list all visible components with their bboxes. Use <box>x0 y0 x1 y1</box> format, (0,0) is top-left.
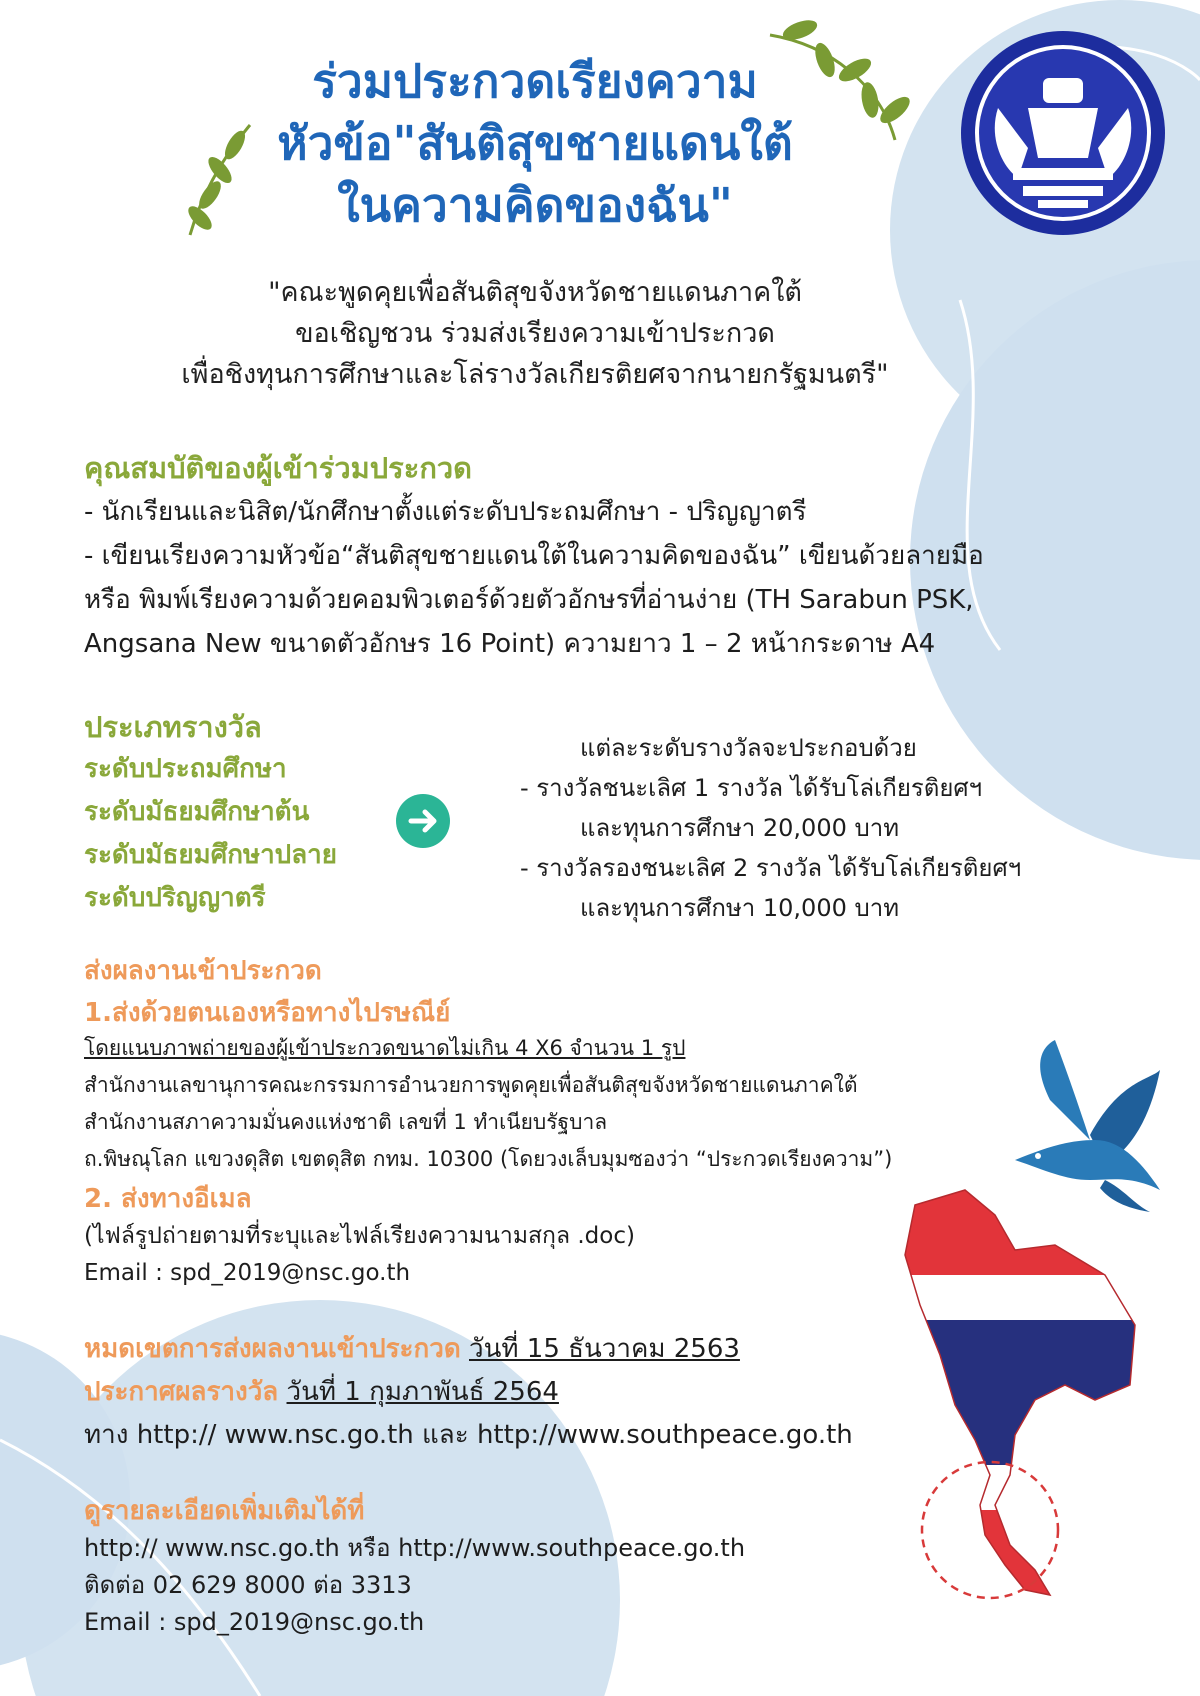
intro-line: "คณะพูดคุยเพื่อสันติสุขจังหวัดชายแดนภาคใต้ <box>268 277 802 308</box>
deadline-date: วันที่ 15 ธันวาคม 2563 <box>469 1334 740 1364</box>
title-line: ร่วมประกวดเรียงความ <box>312 54 758 108</box>
thailand-flag-map-icon <box>895 1185 1155 1605</box>
qualifications-heading: คุณสมบัติของผู้เข้าร่วมประกวด <box>84 451 472 485</box>
address-line: สำนักงานเลขานุการคณะกรรมการอำนวยการพูดคุยเพื่อสันติสุขจังหวัดชายแดนภาคใต้ <box>84 1073 858 1097</box>
deadline-section <box>84 1328 853 1457</box>
announce-label: ประกาศผลรางวัล <box>84 1377 279 1407</box>
prize-detail-line: และทุนการศึกษา 10,000 บาท <box>580 894 900 922</box>
arrow-right-icon <box>396 794 450 848</box>
photo-note: โดยแนบภาพถ่ายของผู้เข้าประกวดขนาดไม่เกิน 4 X6 จำนวน 1 รูป <box>84 1036 686 1060</box>
prize-level-item: ระดับประถมศึกษา <box>84 754 287 784</box>
qualification-line: หรือ พิมพ์เรียงความด้วยคอมพิวเตอร์ด้วยตัวอักษรที่อ่านง่าย (TH Sarabun PSK, <box>84 585 974 615</box>
email-link[interactable]: Email : spd_2019@nsc.go.th <box>84 1260 411 1286</box>
prize-levels <box>84 748 337 920</box>
prize-level-item: ระดับปริญญาตรี <box>84 883 266 913</box>
government-emblem-icon <box>958 28 1168 238</box>
address-line: สำนักงานสภาความมั่นคงแห่งชาติ เลขที่ 1 ทำเนียบรัฐบาล <box>84 1110 608 1134</box>
more-info <box>84 1530 745 1641</box>
prize-detail-line: และทุนการศึกษา 20,000 บาท <box>580 814 900 842</box>
title-line: ในความคิดของฉัน" <box>337 178 733 232</box>
deadline-label: หมดเขตการส่งผลงานเข้าประกวด <box>84 1334 461 1364</box>
prize-detail-line: - รางวัลรองชนะเลิศ 2 รางวัล ได้รับโล่เกียรติยศฯ <box>520 854 1022 882</box>
qualification-line: Angsana New ขนาดตัวอักษร 16 Point) ความยาว 1 – 2 หน้ากระดาษ A4 <box>84 629 936 659</box>
intro-text <box>150 272 920 395</box>
qualifications-list <box>84 490 984 666</box>
prize-level-item: ระดับมัธยมศึกษาต้น <box>84 797 310 827</box>
address-line: ถ.พิษณุโลก แขวงดุสิต เขตดุสิต กทม. 10300 (โดยวงเล็บมุมซองว่า “ประกวดเรียงความ”) <box>84 1147 893 1171</box>
email-link[interactable]: Email : spd_2019@nsc.go.th <box>84 1608 425 1636</box>
submission-heading: ส่งผลงานเข้าประกวด <box>84 956 322 986</box>
website-links[interactable]: http:// www.nsc.go.th หรือ http://www.southpeace.go.th <box>84 1534 746 1562</box>
announce-date: วันที่ 1 กุมภาพันธ์ 2564 <box>286 1377 559 1407</box>
announce-channels[interactable]: ทาง http:// www.nsc.go.th และ http://www.southpeace.go.th <box>84 1420 853 1450</box>
intro-line: ขอเชิญชวน ร่วมส่งเรียงความเข้าประกวด <box>295 318 775 349</box>
submission-address <box>84 1030 892 1178</box>
page-title <box>190 50 880 236</box>
qualification-line: - เขียนเรียงความหัวข้อ“สันติสุขชายแดนใต้ในความคิดของฉัน” เขียนด้วยลายมือ <box>84 541 984 571</box>
prizes-heading: ประเภทรางวัล <box>84 710 262 744</box>
prize-detail-line: แต่ละระดับรางวัลจะประกอบด้วย <box>580 734 917 762</box>
prize-level-item: ระดับมัธยมศึกษาปลาย <box>84 840 337 870</box>
more-info-heading: ดูรายละเอียดเพิ่มเติมได้ที่ <box>84 1496 365 1526</box>
submission-method-2: 2. ส่งทางอีเมล <box>84 1184 252 1214</box>
prize-detail-line: - รางวัลชนะเลิศ 1 รางวัล ได้รับโล่เกียรติยศฯ <box>520 774 983 802</box>
title-line: หัวข้อ"สันติสุขชายแดนใต้ <box>277 116 793 170</box>
submission-method-1: 1.ส่งด้วยตนเองหรือทางไปรษณีย์ <box>84 998 451 1028</box>
prize-detail <box>490 728 1022 928</box>
email-note: (ไฟล์รูปถ่ายตามที่ระบุและไฟล์เรียงความนามสกุล .doc) <box>84 1223 635 1249</box>
qualification-line: - นักเรียนและนิสิต/นักศึกษาตั้งแต่ระดับประถมศึกษา - ปริญญาตรี <box>84 497 807 527</box>
submission-email <box>84 1218 635 1292</box>
intro-line: เพื่อชิงทุนการศึกษาและโล่รางวัลเกียรติยศจากนายกรัฐมนตรี" <box>181 359 889 390</box>
phone-number: ติดต่อ 02 629 8000 ต่อ 3313 <box>84 1571 412 1599</box>
